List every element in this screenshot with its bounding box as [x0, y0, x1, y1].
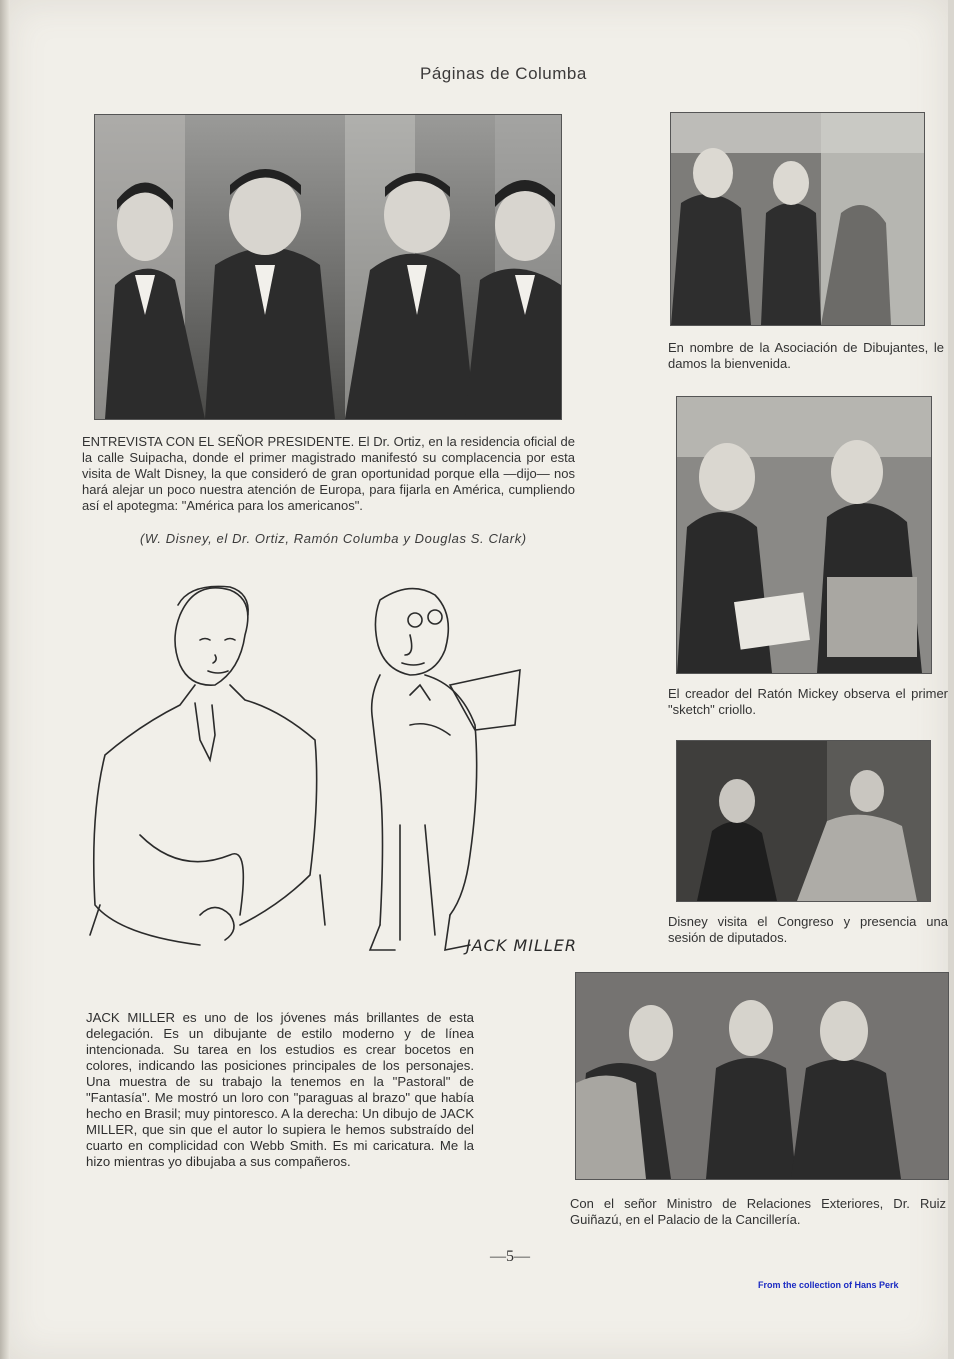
sketch-signature: JACK MILLER — [466, 936, 577, 955]
main-photo-caption: ENTREVISTA CON EL SEÑOR PRESIDENTE. El Dr. Ortiz, en la residencia oficial de la calle Suipacha, donde el primer magistrado manifestó su complacencia por esta visita de Walt Disney, la que consideró de gran oportunidad porque ella —dijo— nos hará alejar un poco nuestra atención de Europa, para fijarla en América, cumpliendo así el apotegma: "América para los americanos". — [82, 434, 575, 513]
photo-ministry-caption: Con el señor Ministro de Relaciones Exteriores, Dr. Ruiz Guiñazú, en el Palacio de la Cancillería. — [570, 1196, 946, 1227]
collection-note: From the collection of Hans Perk — [758, 1280, 899, 1290]
binding-edge — [0, 0, 10, 1359]
photo-congress-visit — [676, 740, 931, 902]
photo-president-meeting — [94, 114, 562, 420]
photo-mickey-creator — [676, 396, 932, 674]
photo-foreign-ministry — [575, 972, 949, 1180]
page-header: Páginas de Columba — [420, 64, 587, 83]
article-body: JACK MILLER es uno de los jóvenes más brillantes de esta delegación. Es un dibujante de estilo moderno y de línea intencionada. Su tarea en los estudios es crear bocetos en colores, indicando las posiciones principales de los personajes. Una muestra de su trabajo la tenemos en la "Pastoral" de "Fantasía". Me mostró un loro con "paraguas al brazo" que había hecho en Brasil; muy pintoresco. A la derecha: Un dibujo de JACK MILLER, que sin que el autor lo supiera le hemos substraído del cuarto en complicidad con Webb Smith. Es mi caricatura. Me la hizo mientras yo dibujaba a sus compañeros. — [86, 1010, 474, 1169]
caricature-sketch — [80, 575, 580, 975]
photo-congress-caption: Disney visita el Congreso y presencia una sesión de diputados. — [668, 914, 948, 945]
main-photo-credit: (W. Disney, el Dr. Ortiz, Ramón Columba y Douglas S. Clark) — [140, 531, 527, 546]
page-number: —5— — [490, 1248, 530, 1265]
photo-mickey-caption: El creador del Ratón Mickey observa el primer "sketch" criollo. — [668, 686, 948, 717]
photo-association-welcome — [670, 112, 925, 326]
photo-association-caption: En nombre de la Asociación de Dibujantes, le damos la bienvenida. — [668, 340, 944, 371]
